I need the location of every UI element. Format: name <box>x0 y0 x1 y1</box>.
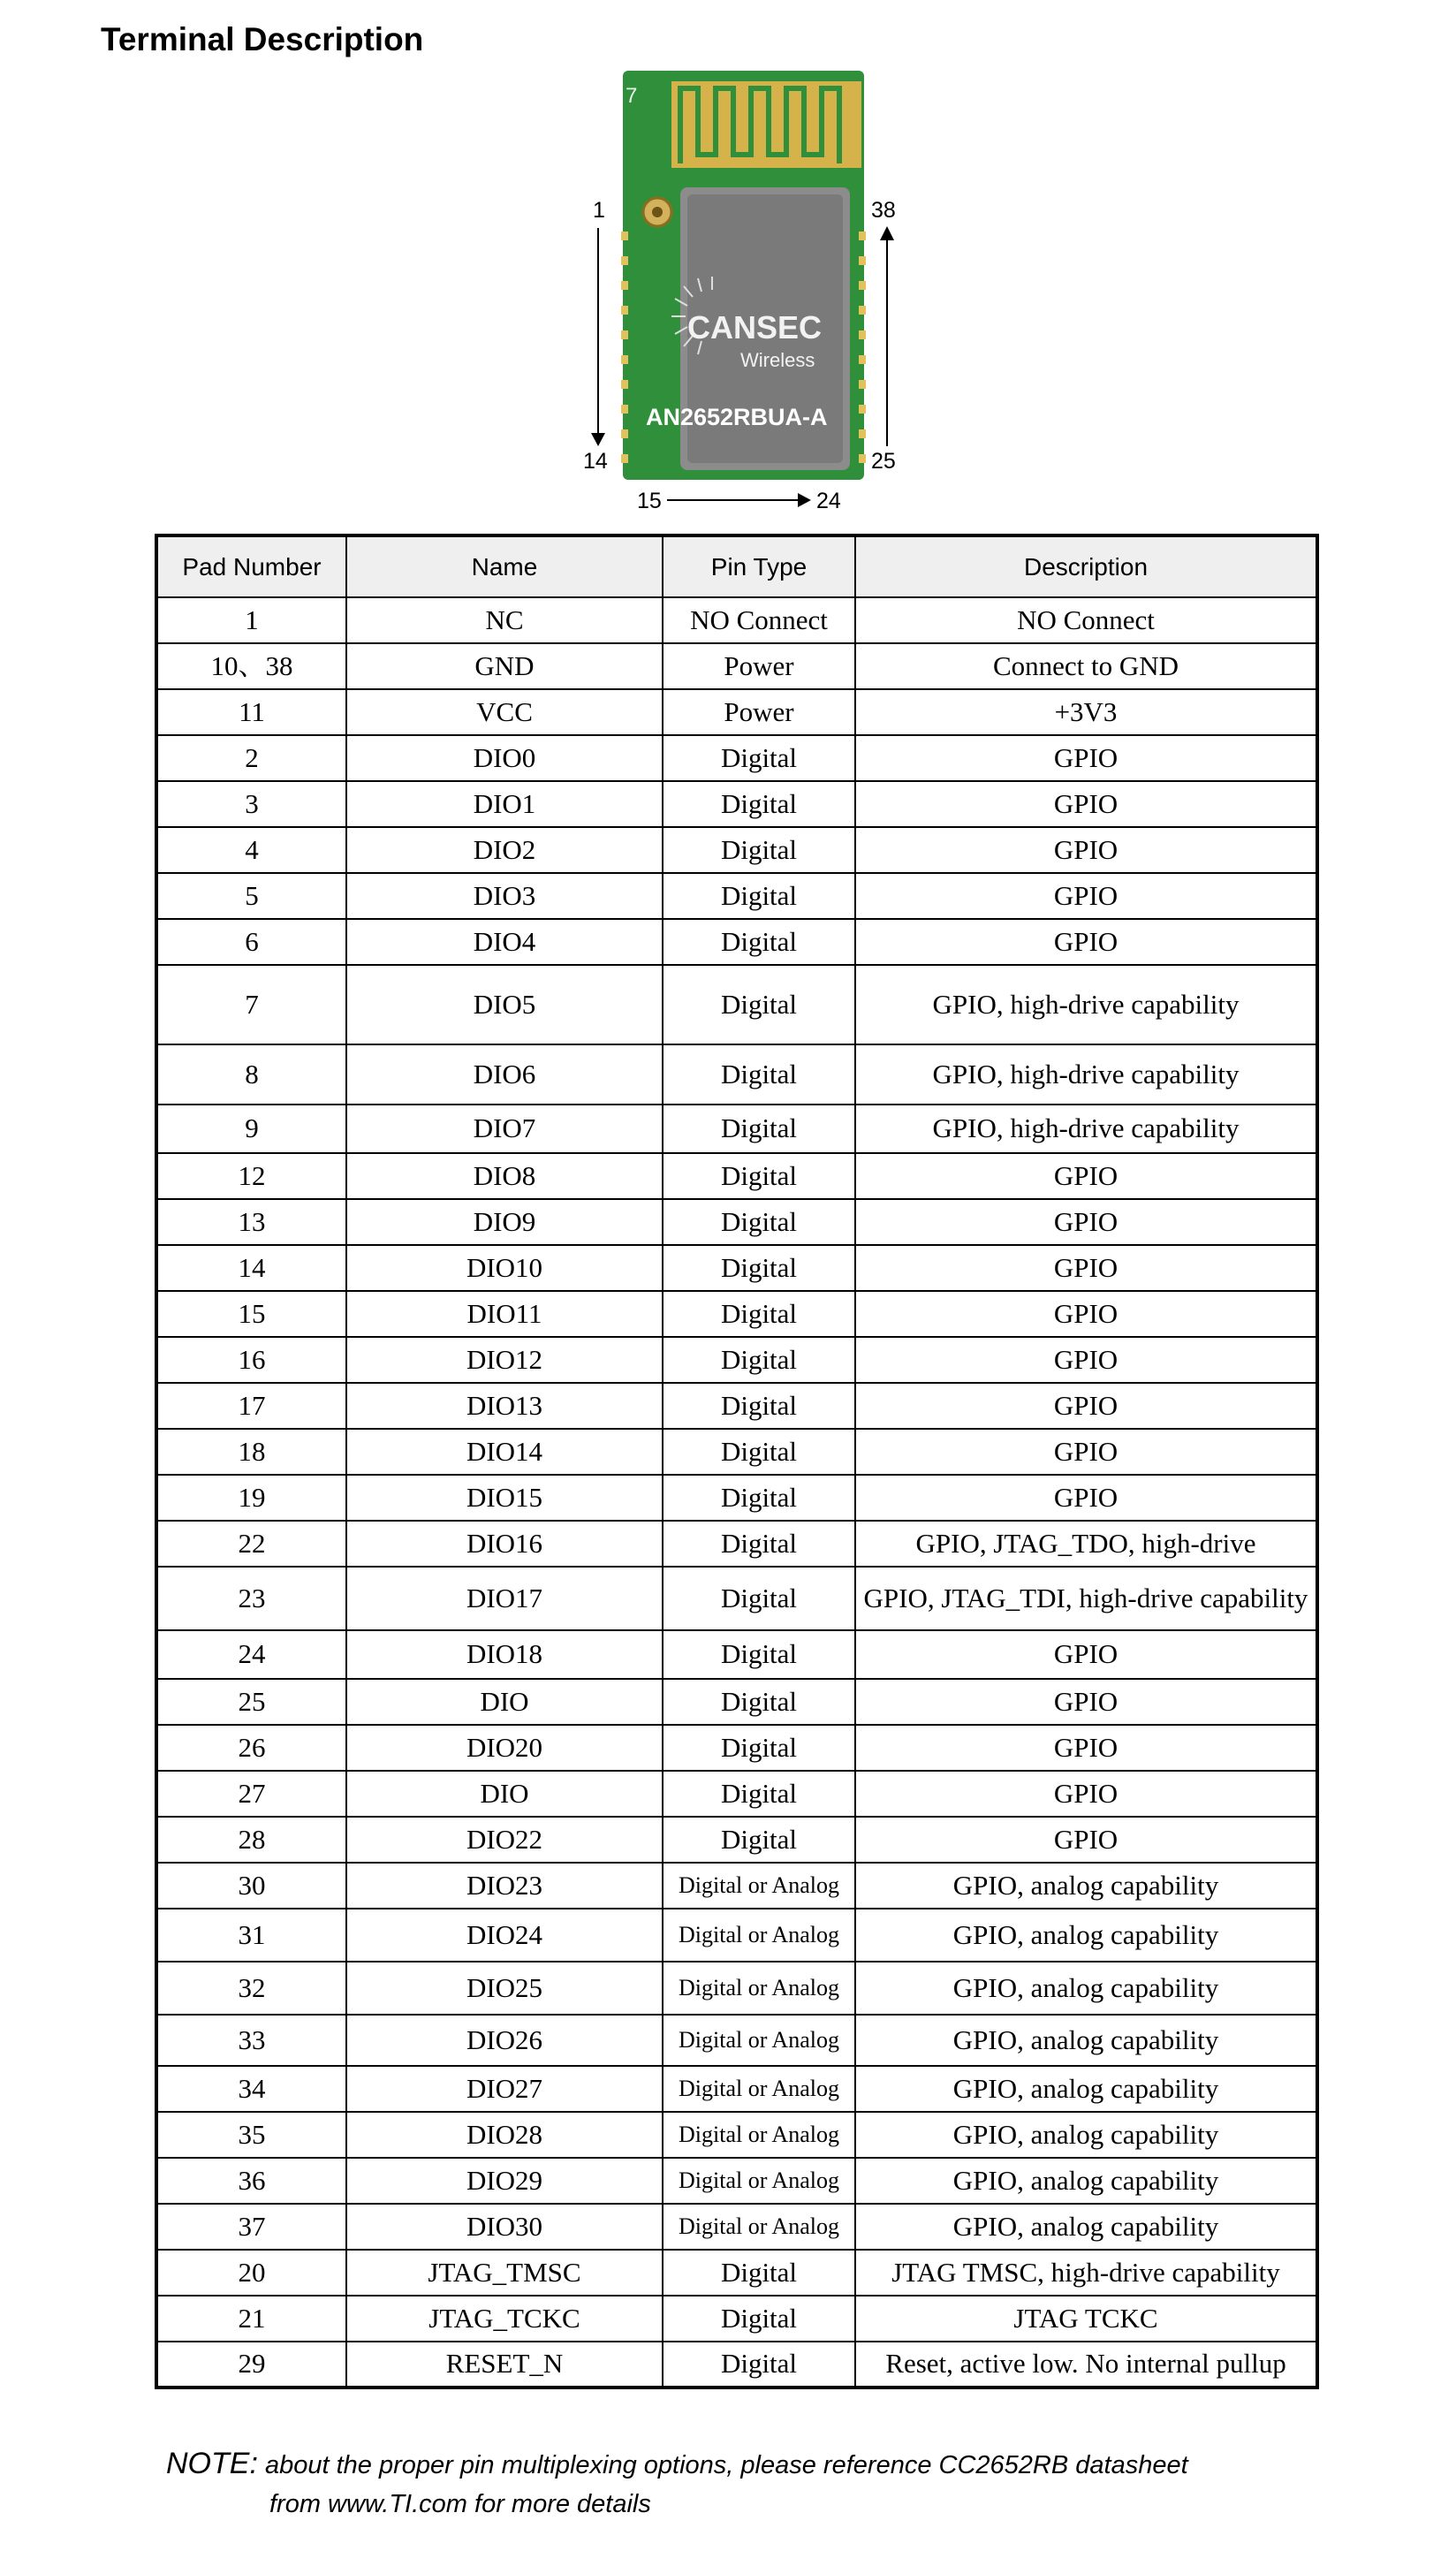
cell-pad-number: 24 <box>156 1630 346 1679</box>
cell-pad-number: 14 <box>156 1245 346 1291</box>
table-row <box>156 2015 1317 2066</box>
cell-pad-number: 9 <box>156 1105 346 1153</box>
cell-name: DIO4 <box>346 919 663 965</box>
cell-pad-number: 21 <box>156 2296 346 2342</box>
table-row <box>156 1962 1317 2015</box>
table-row <box>156 1383 1317 1429</box>
cell-name: DIO0 <box>346 735 663 781</box>
cell-pin-type: Digital <box>663 2296 855 2342</box>
cell-description: GPIO, analog capability <box>855 1962 1317 2015</box>
brand-logo-text: CANSEC <box>687 309 823 345</box>
cell-name: DIO26 <box>346 2015 663 2066</box>
table-row <box>156 1105 1317 1153</box>
cell-name: DIO11 <box>346 1291 663 1337</box>
note-line-2: from www.TI.com for more details <box>269 2490 651 2518</box>
table-row <box>156 1153 1317 1199</box>
cell-pad-number: 7 <box>156 965 346 1044</box>
table-row <box>156 1817 1317 1863</box>
note-line-1: about the proper pin multiplexing options, please reference CC2652RB datasheet <box>264 2451 1188 2479</box>
table-row <box>156 2204 1317 2250</box>
cell-name: DIO18 <box>346 1630 663 1679</box>
cell-name: DIO29 <box>346 2158 663 2204</box>
cell-pad-number: 30 <box>156 1863 346 1909</box>
cell-name: DIO20 <box>346 1725 663 1771</box>
cell-name: GND <box>346 643 663 689</box>
cell-name: DIO <box>346 1771 663 1817</box>
cell-description: GPIO <box>855 1245 1317 1291</box>
cell-pad-number: 1 <box>156 597 346 643</box>
cell-pin-type: Digital <box>663 781 855 827</box>
table-row <box>156 1863 1317 1909</box>
cell-description: GPIO <box>855 1153 1317 1199</box>
cell-description: GPIO, analog capability <box>855 2066 1317 2112</box>
cell-pad-number: 20 <box>156 2250 346 2296</box>
terminal-table <box>155 534 1319 2389</box>
cell-name: DIO2 <box>346 827 663 873</box>
cell-name: DIO16 <box>346 1521 663 1567</box>
cell-pad-number: 12 <box>156 1153 346 1199</box>
table-header-row <box>156 535 1317 597</box>
cell-pad-number: 2 <box>156 735 346 781</box>
cell-pad-number: 13 <box>156 1199 346 1245</box>
cell-pin-type: Digital or Analog <box>663 2112 855 2158</box>
cell-description: GPIO <box>855 873 1317 919</box>
cell-pad-number: 37 <box>156 2204 346 2250</box>
cell-description: GPIO <box>855 1630 1317 1679</box>
cell-description: GPIO, analog capability <box>855 2204 1317 2250</box>
cell-description: GPIO, analog capability <box>855 1909 1317 1962</box>
cell-name: DIO <box>346 1679 663 1725</box>
cell-name: DIO24 <box>346 1909 663 1962</box>
cell-pad-number: 31 <box>156 1909 346 1962</box>
pin-label-25: 25 <box>871 449 896 474</box>
table-row <box>156 1725 1317 1771</box>
cell-pad-number: 3 <box>156 781 346 827</box>
cell-pad-number: 8 <box>156 1044 346 1105</box>
cell-description: GPIO <box>855 1771 1317 1817</box>
cell-name: DIO13 <box>346 1383 663 1429</box>
right-pin-arrow <box>880 226 894 446</box>
cell-pin-type: Digital <box>663 1817 855 1863</box>
table-row <box>156 1044 1317 1105</box>
cell-pad-number: 4 <box>156 827 346 873</box>
cell-pad-number: 6 <box>156 919 346 965</box>
cell-name: DIO14 <box>346 1429 663 1475</box>
cell-pin-type: Digital <box>663 1567 855 1630</box>
cell-description: GPIO <box>855 1337 1317 1383</box>
table-row <box>156 2250 1317 2296</box>
cell-pin-type: Digital or Analog <box>663 2158 855 2204</box>
table-row <box>156 1771 1317 1817</box>
cell-pin-type: Digital <box>663 1679 855 1725</box>
cell-name: DIO3 <box>346 873 663 919</box>
table-row <box>156 919 1317 965</box>
cell-name: DIO25 <box>346 1962 663 2015</box>
table-row <box>156 873 1317 919</box>
cell-pin-type: Digital <box>663 1383 855 1429</box>
cell-description: GPIO, high-drive capability <box>855 1105 1317 1153</box>
cell-description: Connect to GND <box>855 643 1317 689</box>
cell-pin-type: Digital or Analog <box>663 2066 855 2112</box>
cell-pad-number: 32 <box>156 1962 346 2015</box>
cell-pad-number: 15 <box>156 1291 346 1337</box>
cell-pad-number: 27 <box>156 1771 346 1817</box>
corner-mark-text: 7 <box>626 84 638 108</box>
cell-description: GPIO <box>855 1429 1317 1475</box>
table-row <box>156 2158 1317 2204</box>
cell-pad-number: 5 <box>156 873 346 919</box>
cell-name: JTAG_TCKC <box>346 2296 663 2342</box>
table-row <box>156 1909 1317 1962</box>
cell-pin-type: Digital or Analog <box>663 1863 855 1909</box>
table-row <box>156 1679 1317 1725</box>
cell-description: Reset, active low. No internal pullup <box>855 2342 1317 2388</box>
pin-label-15: 15 <box>637 489 662 513</box>
cell-pad-number: 19 <box>156 1475 346 1521</box>
cell-pad-number: 17 <box>156 1383 346 1429</box>
table-row <box>156 735 1317 781</box>
cell-name: DIO7 <box>346 1105 663 1153</box>
table-row <box>156 643 1317 689</box>
cell-name: DIO17 <box>346 1567 663 1630</box>
cell-pin-type: Digital <box>663 1771 855 1817</box>
cell-pin-type: Digital <box>663 1153 855 1199</box>
table-row <box>156 2112 1317 2158</box>
cell-description: NO Connect <box>855 597 1317 643</box>
cell-pad-number: 10、38 <box>156 643 346 689</box>
cell-pad-number: 23 <box>156 1567 346 1630</box>
cell-pad-number: 11 <box>156 689 346 735</box>
cell-pin-type: Digital <box>663 2342 855 2388</box>
cell-pin-type: Digital <box>663 1725 855 1771</box>
module-illustration <box>0 0 1456 530</box>
cell-pin-type: Digital <box>663 1337 855 1383</box>
cell-pin-type: Digital <box>663 1475 855 1521</box>
table-row <box>156 1337 1317 1383</box>
table-row <box>156 2296 1317 2342</box>
header-pin-type: Pin Type <box>663 535 855 597</box>
pin-label-24: 24 <box>816 489 841 513</box>
cell-description: GPIO, analog capability <box>855 2015 1317 2066</box>
cell-name: DIO5 <box>346 965 663 1044</box>
cell-description: GPIO, high-drive capability <box>855 965 1317 1044</box>
pin-label-14: 14 <box>583 449 608 474</box>
table-row <box>156 1245 1317 1291</box>
cell-pin-type: Digital or Analog <box>663 1962 855 2015</box>
cell-pin-type: Digital <box>663 827 855 873</box>
cell-description: GPIO <box>855 1383 1317 1429</box>
cell-name: DIO28 <box>346 2112 663 2158</box>
table-row <box>156 1630 1317 1679</box>
cell-pin-type: Digital <box>663 1044 855 1105</box>
cell-name: VCC <box>346 689 663 735</box>
bottom-pin-arrow <box>667 493 811 507</box>
page-title: Terminal Description <box>101 21 424 57</box>
cell-pin-type: Digital <box>663 1521 855 1567</box>
table-row <box>156 781 1317 827</box>
table-body <box>156 597 1317 2388</box>
cell-pin-type: Digital <box>663 2250 855 2296</box>
cell-pin-type: Digital <box>663 1199 855 1245</box>
cell-description: GPIO, high-drive capability <box>855 1044 1317 1105</box>
module-photo <box>0 0 1456 530</box>
header-name: Name <box>346 535 663 597</box>
cell-pin-type: Digital or Analog <box>663 2015 855 2066</box>
part-number-text: AN2652RBUA-A <box>646 404 828 430</box>
table-row <box>156 597 1317 643</box>
cell-pad-number: 28 <box>156 1817 346 1863</box>
cell-pad-number: 22 <box>156 1521 346 1567</box>
header-pad-number: Pad Number <box>156 535 346 597</box>
cell-pin-type: Digital <box>663 735 855 781</box>
cell-name: DIO8 <box>346 1153 663 1199</box>
cell-name: DIO9 <box>346 1199 663 1245</box>
cell-pad-number: 29 <box>156 2342 346 2388</box>
cell-description: JTAG TMSC, high-drive capability <box>855 2250 1317 2296</box>
cell-description: GPIO <box>855 919 1317 965</box>
table-row <box>156 1429 1317 1475</box>
header-description: Description <box>855 535 1317 597</box>
cell-pin-type: Digital <box>663 965 855 1044</box>
cell-description: GPIO <box>855 1679 1317 1725</box>
cell-name: DIO15 <box>346 1475 663 1521</box>
cell-description: GPIO <box>855 735 1317 781</box>
cell-name: DIO12 <box>346 1337 663 1383</box>
cell-pad-number: 35 <box>156 2112 346 2158</box>
left-pin-arrow <box>591 228 605 446</box>
cell-description: GPIO, analog capability <box>855 1863 1317 1909</box>
pin-label-1: 1 <box>593 198 605 223</box>
table-row <box>156 2342 1317 2388</box>
table-row <box>156 827 1317 873</box>
cell-description: GPIO <box>855 781 1317 827</box>
cell-pin-type: NO Connect <box>663 597 855 643</box>
cell-description: JTAG TCKC <box>855 2296 1317 2342</box>
table-row <box>156 1521 1317 1567</box>
table-row <box>156 1567 1317 1630</box>
cell-pin-type: Digital <box>663 1245 855 1291</box>
cell-pad-number: 26 <box>156 1725 346 1771</box>
table-row <box>156 1475 1317 1521</box>
cell-name: JTAG_TMSC <box>346 2250 663 2296</box>
table-row <box>156 965 1317 1044</box>
cell-pin-type: Digital <box>663 1291 855 1337</box>
cell-pad-number: 18 <box>156 1429 346 1475</box>
cell-description: GPIO <box>855 1817 1317 1863</box>
pin-label-38: 38 <box>871 198 896 223</box>
cell-pad-number: 34 <box>156 2066 346 2112</box>
table-row <box>156 1199 1317 1245</box>
cell-description: GPIO <box>855 827 1317 873</box>
cell-pad-number: 36 <box>156 2158 346 2204</box>
note-prefix: NOTE: <box>166 2447 258 2480</box>
table-row <box>156 689 1317 735</box>
cell-pin-type: Digital <box>663 873 855 919</box>
cell-pad-number: 25 <box>156 1679 346 1725</box>
cell-pin-type: Digital <box>663 1630 855 1679</box>
cell-name: DIO10 <box>346 1245 663 1291</box>
cell-pin-type: Digital <box>663 919 855 965</box>
cell-description: GPIO, JTAG_TDI, high-drive capability <box>855 1567 1317 1630</box>
table-row <box>156 2066 1317 2112</box>
cell-name: DIO23 <box>346 1863 663 1909</box>
cell-pin-type: Digital <box>663 1105 855 1153</box>
cell-description: GPIO <box>855 1199 1317 1245</box>
datasheet-note <box>166 2444 1188 2524</box>
cell-description: GPIO, JTAG_TDO, high-drive <box>855 1521 1317 1567</box>
cell-name: DIO30 <box>346 2204 663 2250</box>
cell-description: GPIO, analog capability <box>855 2158 1317 2204</box>
cell-name: RESET_N <box>346 2342 663 2388</box>
cell-name: DIO6 <box>346 1044 663 1105</box>
cell-pin-type: Digital or Analog <box>663 1909 855 1962</box>
cell-pin-type: Digital or Analog <box>663 2204 855 2250</box>
cell-name: DIO27 <box>346 2066 663 2112</box>
cell-pin-type: Power <box>663 643 855 689</box>
cell-name: NC <box>346 597 663 643</box>
cell-description: GPIO, analog capability <box>855 2112 1317 2158</box>
cell-description: GPIO <box>855 1291 1317 1337</box>
cell-description: GPIO <box>855 1725 1317 1771</box>
cell-pad-number: 16 <box>156 1337 346 1383</box>
cell-description: GPIO <box>855 1475 1317 1521</box>
cell-name: DIO1 <box>346 781 663 827</box>
table-row <box>156 1291 1317 1337</box>
cell-pad-number: 33 <box>156 2015 346 2066</box>
cell-name: DIO22 <box>346 1817 663 1863</box>
brand-sub-text: Wireless <box>740 349 815 371</box>
cell-pin-type: Power <box>663 689 855 735</box>
cell-description: +3V3 <box>855 689 1317 735</box>
cell-pin-type: Digital <box>663 1429 855 1475</box>
